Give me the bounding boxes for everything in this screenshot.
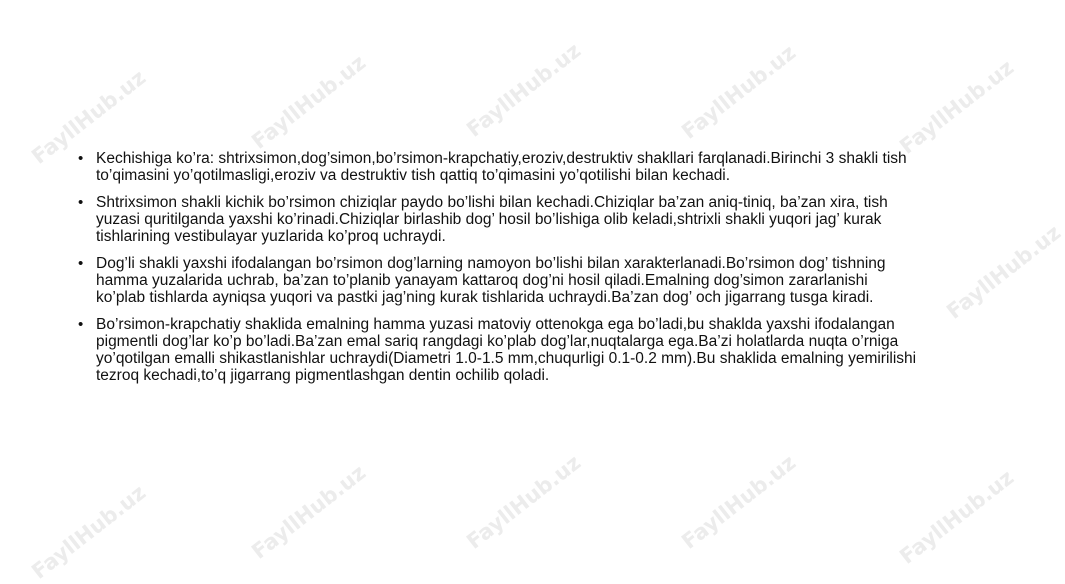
slide-content: [78, 150, 918, 394]
watermark-text: FayllHub.uz: [677, 40, 801, 144]
watermark-text: FayllHub.uz: [247, 50, 371, 154]
watermark-text: FayllHub.uz: [462, 450, 586, 554]
bullet-list: [78, 150, 918, 384]
bullet-item: • Kechishiga ko’ra: shtrixsimon,dog’simon,bo’rsimon-krapchatiy,eroziv,destruktiv shakllari farqlanadi.Birinchi 3 shakli tish to’qimasini yo’qotilmasligi,eroziv va destruktiv tish qattiq to’qimasini yo’qotilishi bilan kechadi.: [78, 150, 918, 184]
watermark-text: FayllHub.uz: [462, 38, 586, 142]
watermark-text: FayllHub.uz: [27, 480, 151, 584]
bullet-item: • Shtrixsimon shakli kichik bo’rsimon chiziqlar paydo bo’lishi bilan kechadi.Chiziqlar ba’zan aniq-tiniq, ba’zan xira, tish yuzasi quritilganda yaxshi ko’rinadi.Chiziqlar birlashib dog’ hosil bo’lishiga olib keladi,shtrixli shakli yuqori jag’ kurak tishlarining vestibulayar yuzlarida ko’proq uchraydi.: [78, 194, 918, 245]
bullet-item: • Bo’rsimon-krapchatiy shaklida emalning hamma yuzasi matoviy ottenokga ega bo’ladi,bu shaklda yaxshi ifodalangan pigmentli dog’lar ko’p bo’ladi.Ba’zan emal sariq rangdagi ko’plab dog’lar,nuqtalarga ega.Ba’zi holatlarda nuqta o’rniga yo’qotilgan emalli shikastlanishlar uchraydi(Diametri 1.0-1.5 mm,chuqurligi 0.1-0.2 mm).Bu shaklida emalning yemirilishi tezroq kechadi,to’q jigarrang pigmentlashgan dentin ochilib qoladi.: [78, 316, 918, 384]
watermark-text: FayllHub.uz: [895, 465, 1019, 569]
watermark-text: FayllHub.uz: [27, 65, 151, 169]
watermark-text: FayllHub.uz: [895, 55, 1019, 159]
watermark-text: FayllHub.uz: [247, 460, 371, 564]
watermark-text: FayllHub.uz: [677, 450, 801, 554]
watermark-text: FayllHub.uz: [942, 220, 1065, 324]
bullet-item: • Dog’li shakli yaxshi ifodalangan bo’rsimon dog’larning namoyon bo’lishi bilan xarakterlanadi.Bo’rsimon dog’ tishning hamma yuzalarida uchrab, ba’zan to’planib yanayam kattaroq dog’ni hosil qiladi.Emalning dog’simon zararlanishi ko’plab tishlarda ayniqsa yuqori va pastki jag’ning kurak tishlarida uchraydi.Ba’zan dog’ och jigarrang tusga kiradi.: [78, 255, 918, 306]
